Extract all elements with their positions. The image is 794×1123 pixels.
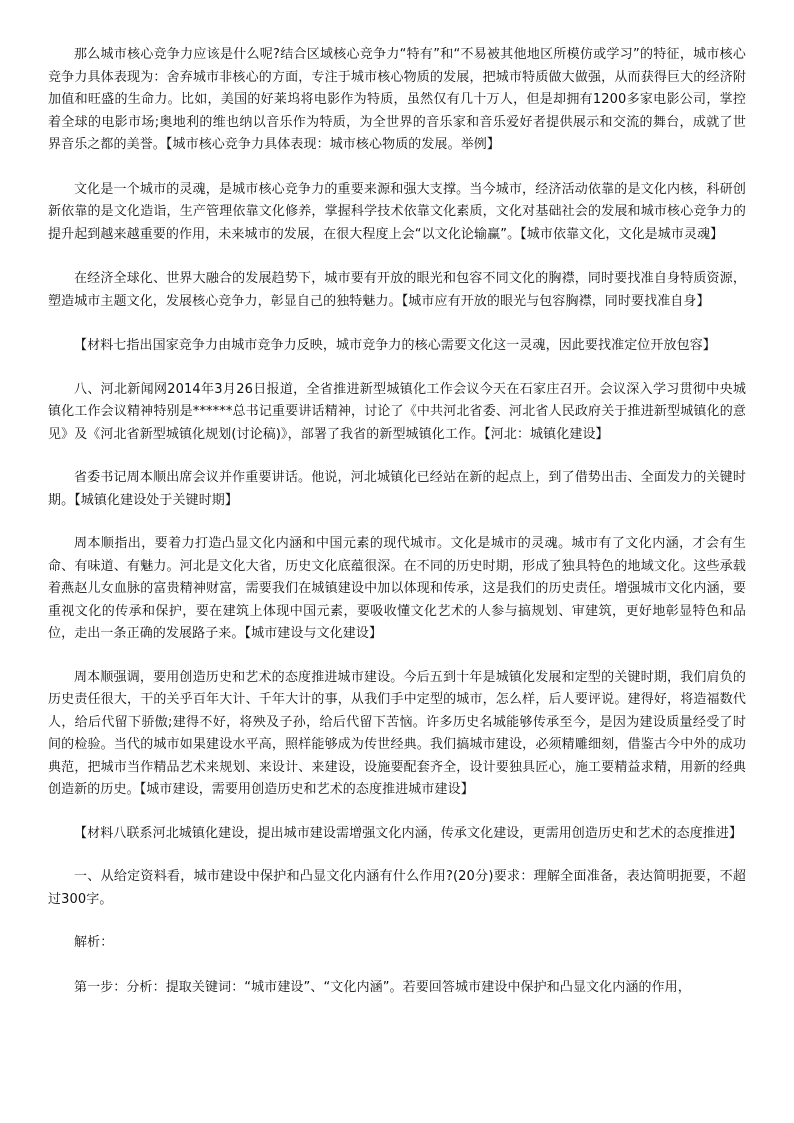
paragraph-material-eight-summary: 【材料八联系河北城镇化建设，提出城市建设需增强文化内涵，传承文化建设，更需用创造历史和艺术的态度推进】 [74,825,743,841]
document-page [48,44,746,999]
paragraph-secretary-speech: 省委书记周本顺出席会议并作重要讲话。他说，河北城镇化已经站在新的起点上，到了借势出击、全面发力的关键时期。【城镇化建设处于关键时期】 [48,470,746,508]
paragraph-step-one: 第一步：分析：提取关键词：“城市建设”、“文化内涵”。若要回答城市建设中保护和凸显文化内涵的作用， [74,979,691,995]
paragraph-culture-connotation: 周本顺指出，要着力打造凸显文化内涵和中国元素的现代城市。文化是城市的灵魂。城市有了文化内涵，才会有生命、有味道、有魅力。河北是文化大省，历史文化底蕴很深。在不同的历史时期，形成了独具特色的地域文化。这些承载着燕赵儿女血脉的富贵精神财富，需要我们在城镇建设中加以体现和传承，这是我们的历史责任。增强城市文化内涵，要重视文化的传承和保护，要在建筑上体现中国元素，要吸收懂文化艺术的人参与搞规划、审建筑，更好地彰显特色和品位，走出一条正确的发展路子来。【城市建设与文化建设】 [48,536,746,641]
paragraph-hebei-news-report: 八、河北新闻网2014年3月26日报道，全省推进新型城镇化工作会议今天在石家庄召开。会议深入学习贯彻中央城镇化工作会议精神特别是******总书记重要讲话精神，讨论了《中共河北省委、河北省人民政府关于推进新型城镇化的意见》及《河北省新型城镇化规划(讨论稿)》，部署了我省的新型城镇化工作。【河北：城镇化建设】 [48,381,746,442]
paragraph-culture-soul: 文化是一个城市的灵魂，是城市核心竞争力的重要来源和强大支撑。当今城市，经济活动依靠的是文化内核，科研创新依靠的是文化造诣，生产管理依靠文化修养，掌握科学技术依靠文化素质，文化对基础社会的发展和城市核心竞争力的提升起到越来越重要的作用，未来城市的发展，在很大程度上会“以文化论输赢”。【城市依靠文化，文化是城市灵魂】 [48,181,746,242]
paragraph-city-core-competitiveness: 那么城市核心竞争力应该是什么呢?结合区域核心竞争力“特有”和“不易被其他地区所模仿或学习”的特征，城市核心竞争力具体表现为：舍弃城市非核心的方面，专注于城市核心物质的发展，把城市特质做大做强，从而获得巨大的经济附加值和旺盛的生命力。比如，美国的好莱坞将电影作为特质，虽然仅有几十万人，但是却拥有1200多家电影公司，掌控着全球的电影市场;奥地利的维也纳以音乐作为特质，为全世界的音乐家和音乐爱好者提供展示和交流的舞台，成就了世界音乐之都的美誉。【城市核心竞争力具体表现：城市核心物质的发展。举例】 [48,47,746,152]
paragraph-question-one: 一、从给定资料看，城市建设中保护和凸显文化内涵有什么作用?(20分)要求：理解全面准备，表达简明扼要，不超过300字。 [48,869,746,907]
paragraph-material-seven-summary: 【材料七指出国家竞争力由城市竞争力反映，城市竞争力的核心需要文化这一灵魂，因此要找准定位开放包容】 [74,338,716,353]
paragraph-history-art-attitude: 周本顺强调，要用创造历史和艺术的态度推进城市建设。今后五到十年是城镇化发展和定型的关键时期，我们肩负的历史责任很大，干的关乎百年大计、千年大计的事，从我们手中定型的城市，怎么样，后人要评说。建得好，将造福数代人，给后代留下骄傲;建得不好，将殃及子孙，给后代留下苦恼。许多历史名城能够传承至今，是因为建设质量经受了时间的检验。当代的城市如果建设水平高，照样能够成为传世经典。我们搞城市建设，必须精雕细刻，借鉴古今中外的成功典范，把城市当作精品艺术来规划、来设计、来建设，设施要配套齐全，设计要独具匠心，施工要精益求精，用新的经典创造新的历史。【城市建设，需要用创造历史和艺术的态度推进城市建设】 [48,669,746,797]
paragraph-analysis-label: 解析： [74,935,114,950]
paragraph-globalization-openness: 在经济全球化、世界大融合的发展趋势下，城市要有开放的眼光和包容不同文化的胸襟，同时要找准自身特质资源，塑造城市主题文化，发展核心竞争力，彰显自己的独特魅力。【城市应有开放的眼光与包容胸襟，同时要找准自身】 [48,271,746,309]
